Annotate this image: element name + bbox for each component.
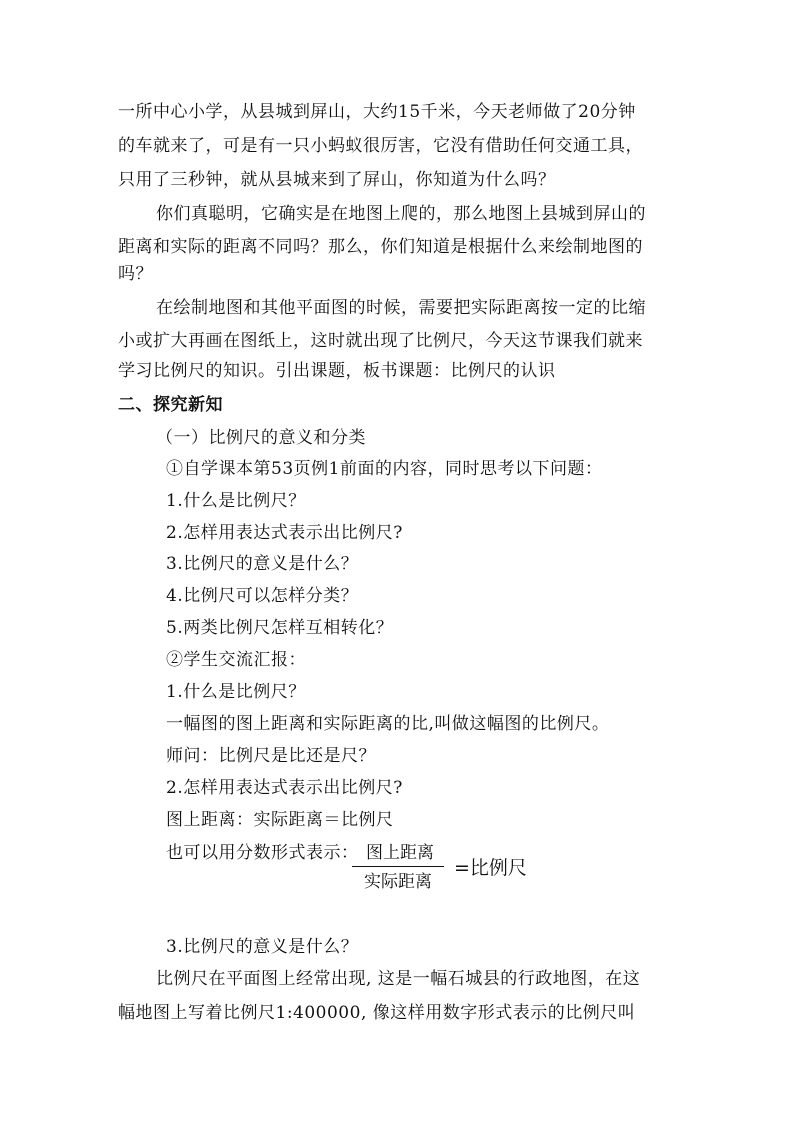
question-4: 4.比例尺可以怎样分类？ <box>166 586 359 606</box>
question-1: 1.什么是比例尺？ <box>166 491 306 511</box>
report-answer-1: 一幅图的图上距离和实际距离的比,叫做这幅图的比例尺。 <box>166 714 610 734</box>
teacher-question: 师问：比例尺是比还是尺？ <box>166 746 376 766</box>
self-study-line: ①自学课本第53页例1前面的内容，同时思考以下问题： <box>166 459 603 479</box>
intro-line-3: 只用了三秒钟，就从县城来到了屏山，你知道为什么吗？ <box>118 170 556 190</box>
report-question-3: 3.比例尺的意义是什么？ <box>166 937 359 957</box>
report-heading: ②学生交流汇报： <box>166 650 306 670</box>
meaning-line-1: 比例尺在平面图上经常出现, 这是一幅石城县的行政地图，在这 <box>156 969 641 989</box>
drawing-line-1: 在绘制地图和其他平面图的时候，需要把实际距离按一定的比缩 <box>156 298 646 318</box>
fraction-denominator: 实际距离 <box>364 872 432 892</box>
ratio-formula: 图上距离：实际距离＝比例尺 <box>166 810 394 830</box>
intro-line-1: 一所中心小学，从县城到屏山，大约15千米，今天老师做了20分钟 <box>118 102 636 122</box>
fraction-numerator: 图上距离 <box>366 843 434 863</box>
fraction-bar <box>352 866 444 867</box>
drawing-line-3: 学习比例尺的知识。引出课题，板书课题：比例尺的认识 <box>118 361 556 381</box>
meaning-line-2: 幅地图上写着比例尺1:400000, 像这样用数字形式表示的比例尺叫 <box>118 1003 636 1023</box>
drawing-line-2: 小或扩大再画在图纸上，这时就出现了比例尺，今天这节课我们就来 <box>118 331 643 351</box>
smart-line-1: 你们真聪明，它确实是在地图上爬的，那么地图上县城到屏山的 <box>156 204 646 224</box>
smart-line-2: 距离和实际的距离不同吗？那么，你们知道是根据什么来绘制地图的 <box>118 237 643 257</box>
subsection-heading: （一）比例尺的意义和分类 <box>156 428 366 448</box>
section-heading: 二、探究新知 <box>118 395 223 415</box>
question-5: 5.两类比例尺怎样互相转化？ <box>166 618 394 638</box>
report-question-1: 1.什么是比例尺？ <box>166 682 306 702</box>
smart-line-3: 吗？ <box>118 264 153 284</box>
intro-line-2: 的车就来了，可是有一只小蚂蚁很厉害，它没有借助任何交通工具， <box>118 136 643 156</box>
report-question-2: 2.怎样用表达式表示出比例尺? <box>166 778 403 798</box>
question-3: 3.比例尺的意义是什么？ <box>166 554 359 574</box>
question-2: 2.怎样用表达式表示出比例尺? <box>166 523 403 543</box>
fraction-result: =比例尺 <box>454 857 527 879</box>
fraction-intro: 也可以用分数形式表示： <box>166 843 359 863</box>
